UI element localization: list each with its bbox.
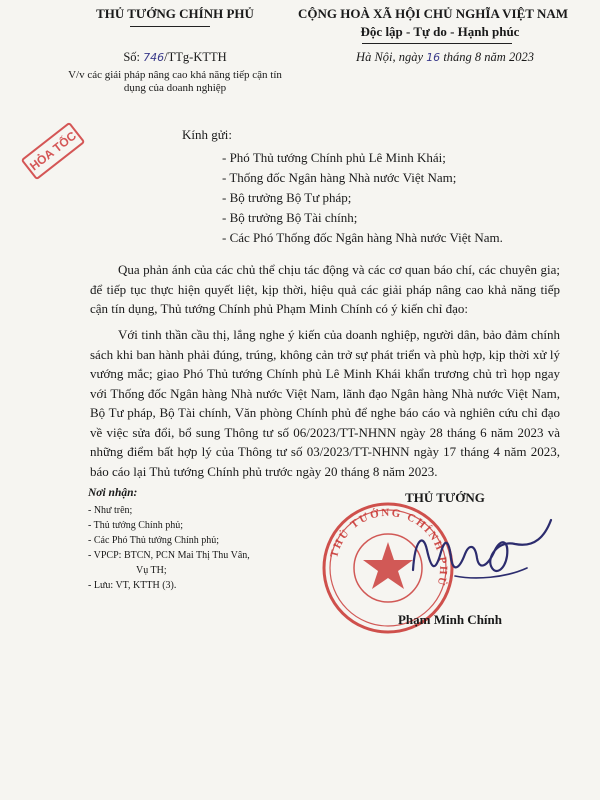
recipients-block-item: - Như trên; xyxy=(88,505,133,516)
paragraph-text: Qua phản ánh của các chủ thể chịu tác động và các cơ quan báo chí, các chuyên gia; để tiếp tục thực hiện quyết liệt, kịp thời, hiệu quả các giải pháp nâng cao khả năng tiếp cận tín dụng, Thủ tướng Chính phủ Phạm Minh Chính có ý kiến chỉ đạo: xyxy=(90,262,560,316)
recipients-block-item: - Thủ tướng Chính phủ; xyxy=(88,520,183,531)
recipients-block-item: - VPCP: BTCN, PCN Mai Thị Thu Vân, xyxy=(88,550,250,561)
recipients-block-item: - Lưu: VT, KTTH (3). xyxy=(88,580,177,591)
greeting: Kính gửi: xyxy=(182,127,233,142)
document-number xyxy=(60,50,290,65)
date-suffix: tháng 8 năm 2023 xyxy=(443,50,534,64)
recipient-item: - Bộ trưởng Bộ Tư pháp; xyxy=(222,190,352,205)
recipients-block-title: Nơi nhận: xyxy=(88,487,138,499)
body-paragraph xyxy=(90,260,560,319)
signer-title: THỦ TƯỚNG xyxy=(405,490,485,505)
body-paragraph xyxy=(90,325,560,481)
doc-number-prefix: Số: xyxy=(123,50,141,64)
recipient-item: - Thống đốc Ngân hàng Nhà nước Việt Nam; xyxy=(222,170,457,185)
recipient-item: - Phó Thủ tướng Chính phủ Lê Minh Khái; xyxy=(222,150,446,165)
handwritten-signature-icon xyxy=(395,510,565,600)
date-prefix: Hà Nội, ngày xyxy=(356,50,424,64)
urgent-stamp: HỎA TỐC xyxy=(21,122,86,181)
recipient-list xyxy=(222,148,503,248)
national-motto: Độc lập - Tự do - Hạnh phúc xyxy=(360,24,520,39)
doc-number-handwritten: 746 xyxy=(143,51,165,64)
seal-text: THỦ TƯỚNG CHÍNH PHỦ xyxy=(328,506,450,589)
issuing-authority: THỦ TƯỚNG CHÍNH PHỦ xyxy=(96,6,254,21)
country-name: CỘNG HOÀ XÃ HỘI CHỦ NGHĨA VIỆT NAM xyxy=(297,6,569,21)
motto-underline xyxy=(362,43,512,44)
doc-number-suffix: /TTg-KTTH xyxy=(164,50,227,64)
document-date xyxy=(300,50,590,65)
issuer-underline xyxy=(130,26,210,27)
signer-name: Phạm Minh Chính xyxy=(397,612,503,627)
document-subject: V/v các giải pháp nâng cao khả năng tiếp cận tín dụng của doanh nghiệp xyxy=(68,69,282,94)
paragraph-text: Với tinh thần cầu thị, lắng nghe ý kiến của doanh nghiệp, người dân, bảo đảm chính sách khi ban hành phải đúng, trúng, không cản trở sự phát triển và phù hợp, kịp thời xử lý vướng mắc; giao Phó Thủ tướng Chính phủ Lê Minh Khái khẩn trương chủ trì họp ngay với Thống đốc Ngân hàng Nhà nước Việt Nam, lãnh đạo Ngân hàng Nhà nước Việt Nam, Bộ Tư pháp, Bộ Tài chính, Văn phòng Chính phủ để nghe báo cáo và nghiên cứu chỉ đạo về việc sửa đổi, bổ sung Thông tư số 06/2023/TT-NHNN ngày 28 tháng 6 năm 2023 và những điểm bất hợp lý của Thông tư số 03/2023/TT-NHNN ngày 17 tháng 4 năm 2023, báo cáo lại Thủ tướng Chính phủ trước ngày 20 tháng 8 năm 2023. xyxy=(90,327,560,479)
recipients-block-item: - Các Phó Thủ tướng Chính phủ; xyxy=(88,535,220,546)
recipients-block-item: Vụ TH; xyxy=(136,565,167,576)
recipient-item: - Các Phó Thống đốc Ngân hàng Nhà nước Việt Nam. xyxy=(222,230,503,245)
date-day-handwritten: 16 xyxy=(426,51,441,64)
recipients-block-list xyxy=(88,503,250,593)
recipient-item: - Bộ trưởng Bộ Tài chính; xyxy=(222,210,358,225)
